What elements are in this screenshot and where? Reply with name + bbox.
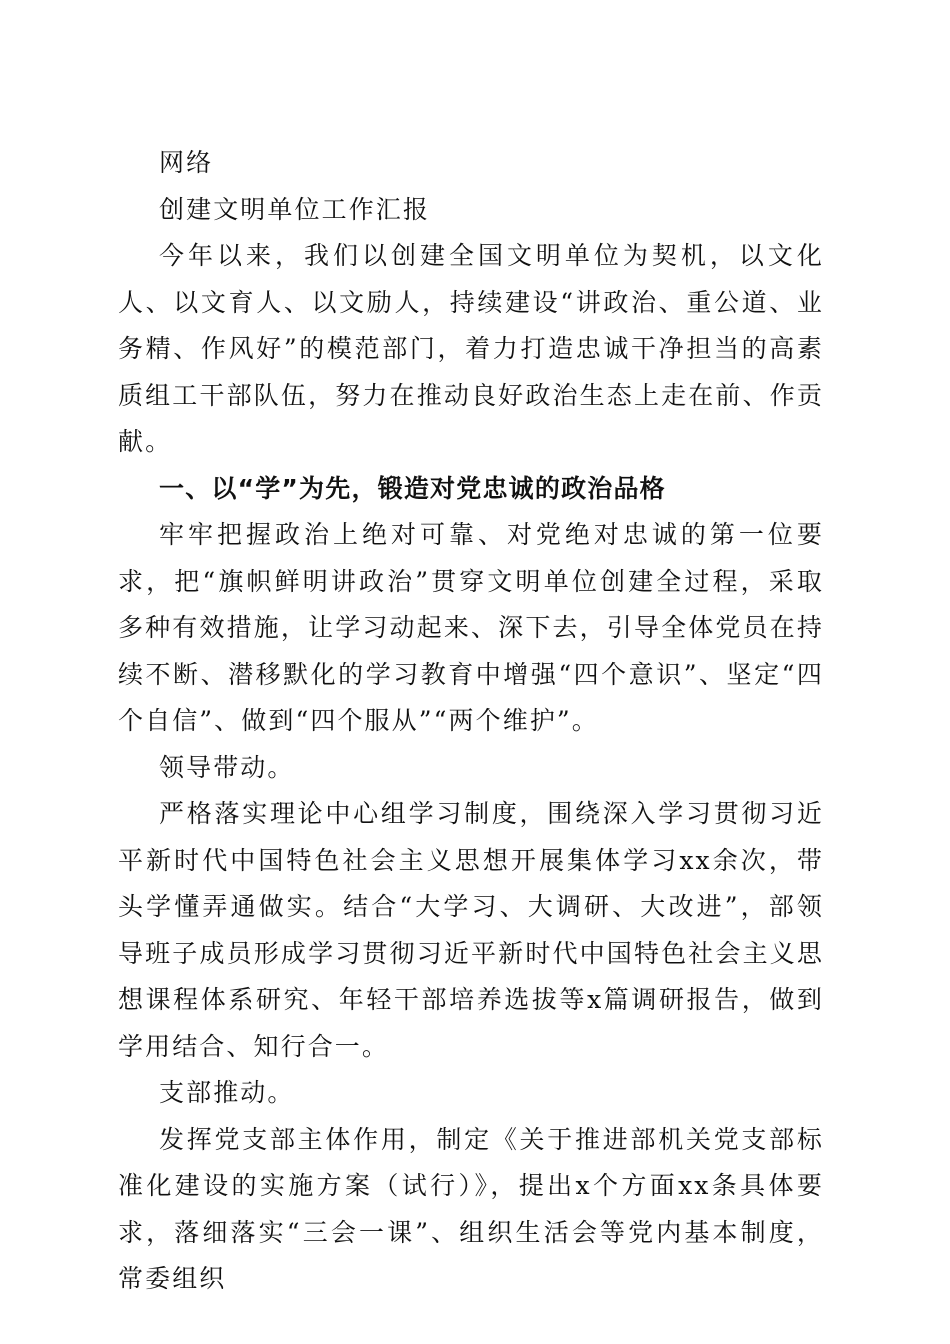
paragraph-branch-body: 发挥党支部主体作用，制定《关于推进部机关党支部标准化建设的实施方案（试行）》，提出x个方面xx条具体要求，落细落实“三会一课”、组织生活会等党内基本制度，常委组织 [118,1124,824,1293]
paragraph-network: 网络 [159,148,214,177]
report-title: 创建文明单位工作汇报 [159,194,431,224]
document-body [118,140,824,1303]
section-heading-1: 一、以“学”为先，锻造对党忠诚的政治品格 [159,473,666,503]
subheading-leadership: 领导带动。 [159,752,295,782]
paragraph-leadership-body: 严格落实理论中心组学习制度，围绕深入学习贯彻习近平新时代中国特色社会主义思想开展集体学习xx余次，带头学懂弄通做实。结合“大学习、大调研、大改进”，部领导班子成员形成学习贯彻习近平新时代中国特色社会主义思想课程体系研究、年轻干部培养选拔等x篇调研报告，做到学用结合、知行合一。 [118,799,824,1061]
paragraph-section-1-body: 牢牢把握政治上绝对可靠、对党绝对忠诚的第一位要求，把“旗帜鲜明讲政治”贯穿文明单位创建全过程，采取多种有效措施，让学习动起来、深下去，引导全体党员在持续不断、潜移默化的学习教育中增强“四个意识”、坚定“四个自信”、做到“四个服从”“两个维护”。 [118,520,824,735]
paragraph-intro: 今年以来，我们以创建全国文明单位为契机，以文化人、以文育人、以文励人，持续建设“讲政治、重公道、业务精、作风好”的模范部门，着力打造忠诚干净担当的高素质组工干部队伍，努力在推动良好政治生态上走在前、作贡献。 [118,241,824,456]
subheading-branch: 支部推动。 [159,1078,295,1107]
